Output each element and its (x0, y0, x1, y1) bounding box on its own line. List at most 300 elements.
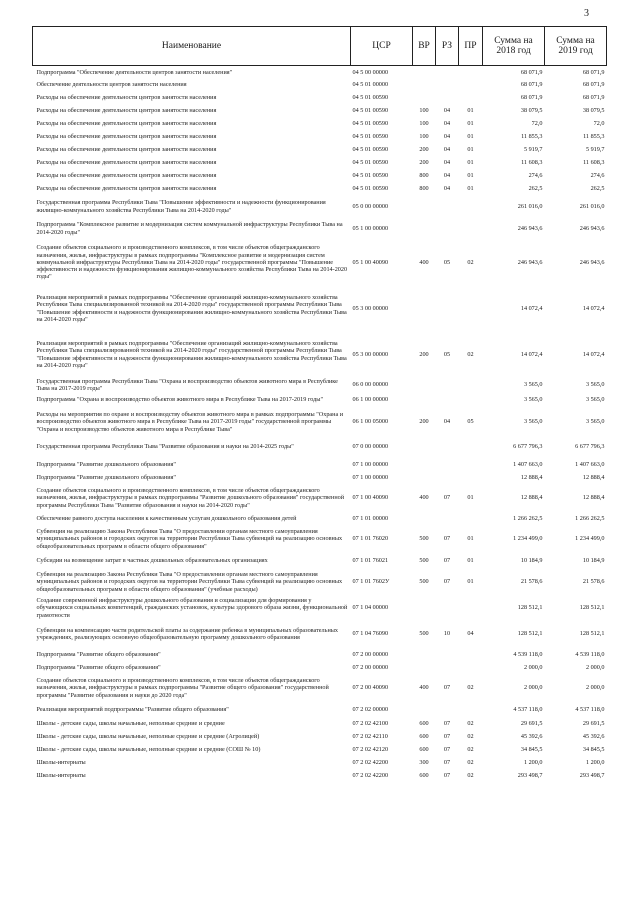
header-rz: РЗ (436, 27, 459, 66)
row-vr: 100 (419, 133, 429, 141)
row-csr: 04 5 01 00000 (352, 81, 389, 89)
row-pr: 02 (467, 758, 474, 766)
header-vr: ВР (413, 27, 436, 66)
row-csr: 07 1 04 76090 (352, 630, 389, 638)
row-csr: 07 2 02 42110 (352, 732, 388, 740)
row-rz (436, 458, 459, 471)
row-vr (413, 596, 436, 620)
row-rz: 05 (443, 350, 451, 358)
row-name: Субвенции на компенсацию части родительской платы за содержание ребенка в муниципальных образовательных учреждениях, реализующих основную общеобразовательную программу дошкольного образования (36, 626, 339, 642)
row-sum-2019: 5 919,7 (585, 146, 605, 154)
row-rz: 04 (443, 133, 451, 141)
row-csr: 07 1 00 40090 (352, 494, 389, 502)
row-rz: 07 (443, 771, 451, 779)
row-csr: 07 2 02 00000 (352, 705, 389, 713)
row-rz (436, 661, 459, 674)
row-sum-2019: 261 016,0 (579, 202, 605, 210)
row-sum-2019: 10 184,9 (582, 556, 605, 564)
row-csr: 07 2 02 42100 (352, 719, 389, 727)
row-vr (413, 66, 436, 79)
row-pr: 01 (467, 494, 474, 502)
row-sum-2018: 246 943,6 (517, 224, 543, 232)
row-sum-2018: 3 565,0 (523, 381, 543, 389)
row-name: Школы-интернаты (36, 771, 86, 779)
table-row (33, 661, 607, 674)
row-csr: 04 5 01 00590 (352, 133, 389, 141)
row-name: Подпрограмма "Развитие общего образования" (36, 663, 161, 671)
row-sum-2018: 68 071,9 (520, 81, 543, 89)
row-rz: 04 (443, 146, 451, 154)
row-pr: 02 (467, 258, 474, 266)
row-csr: 04 5 01 00590 (352, 146, 389, 154)
row-name: Расходы на обеспечение деятельности центров занятости населения (36, 146, 217, 154)
row-vr (413, 458, 436, 471)
table-row (33, 769, 607, 782)
row-name: Субвенция на реализацию Закона Республики Тыва "О предоставлении органам местного самоуправления муниципальных районов и городских округов на территории Республики Тыва субвенций на реализацию основных общеобразовательных программ в области общего образования" (36, 528, 343, 550)
row-name: Расходы на мероприятия по охране и воспроизводству объектов животного мира в рамках подпрограммы "Охрана и воспроизводство объектов животного мира в Республике Тыва на 2017-2019 годы" государственной программы "Охрана и воспроизводство объектов животного мира в Республике Тыва" (36, 411, 344, 433)
row-csr: 07 2 02 42200 (352, 771, 389, 779)
row-csr: 05 1 00 40090 (352, 258, 389, 266)
row-csr: 07 1 00 00000 (352, 460, 389, 468)
table-row (33, 620, 607, 648)
row-rz (436, 378, 459, 393)
row-sum-2018: 5 919,7 (523, 146, 543, 154)
row-sum-2019: 29 691,5 (582, 719, 605, 727)
table-row (33, 131, 607, 144)
row-pr: 01 (467, 172, 474, 180)
row-vr (413, 378, 436, 393)
row-vr (413, 648, 436, 661)
row-sum-2019: 6 677 796,3 (575, 443, 605, 451)
row-sum-2018: 34 845,5 (520, 745, 543, 753)
row-vr: 300 (419, 758, 429, 766)
row-name: Подпрограмма "Комплексное развитие и модернизация систем коммунальной инфраструктуры Республики Тыва на 2014-2020 годы" (36, 221, 343, 236)
row-csr: 07 1 01 76021 (352, 556, 389, 564)
row-sum-2019: 34 845,5 (582, 745, 605, 753)
row-name: Расходы на обеспечение деятельности центров занятости населения (36, 172, 217, 180)
row-name: Школы - детские сады, школы начальные, неполные средние и средние (СОШ № 10) (36, 745, 261, 753)
row-sum-2018: 68 071,9 (520, 68, 543, 76)
row-sum-2018: 293 498,7 (517, 771, 543, 779)
table-body (33, 66, 607, 783)
row-sum-2019: 14 072,4 (582, 350, 605, 358)
row-name: Подпрограмма "Обеспечение деятельности центров занятости населения" (36, 68, 233, 76)
row-vr (413, 218, 436, 240)
row-pr (459, 512, 483, 525)
row-csr: 04 5 01 00590 (352, 107, 389, 115)
row-rz: 04 (443, 159, 451, 167)
row-pr: 01 (467, 578, 474, 586)
row-rz (436, 648, 459, 661)
row-sum-2018: 45 392,6 (520, 732, 543, 740)
row-rz: 07 (443, 719, 451, 727)
row-sum-2018: 1 234 499,0 (513, 535, 543, 543)
table-row (33, 92, 607, 105)
row-pr (459, 436, 483, 458)
row-sum-2019: 68 071,9 (582, 68, 605, 76)
row-rz (436, 512, 459, 525)
row-vr: 200 (419, 418, 429, 426)
row-name: Создание объектов социального и производственного комплексов, в том числе объектов общегражданского назначения, жилья, инфраструктуры в рамках подпрограммы "Развитие дошкольного образования" государственной программы Республики Тыва "Развитие образования и науки на 2014-2020 годы" (36, 487, 345, 509)
row-pr: 01 (467, 120, 474, 128)
table-row (33, 79, 607, 92)
row-pr (459, 596, 483, 620)
row-csr: 06 0 00 00000 (352, 381, 389, 389)
row-sum-2019: 72,0 (593, 120, 605, 128)
row-vr: 600 (419, 745, 429, 753)
row-pr (459, 702, 483, 717)
row-csr: 05 0 00 00000 (352, 202, 389, 210)
row-name: Создание современной инфраструктуры дошкольного образования и социализации для формирования у обучающихся социальных компетенций, гражданских установок, культуры здорового образа жизни, функциональной грамотности (36, 597, 348, 619)
row-rz (436, 92, 459, 105)
row-sum-2018: 2 000,0 (523, 684, 543, 692)
row-rz (436, 79, 459, 92)
row-csr: 05 3 00 00000 (352, 350, 389, 358)
table-header-row (33, 27, 607, 66)
row-pr: 02 (467, 732, 474, 740)
row-sum-2019: 246 943,6 (579, 258, 605, 266)
row-sum-2018: 1 200,0 (523, 758, 543, 766)
row-rz (436, 66, 459, 79)
table-row (33, 484, 607, 512)
row-sum-2019: 68 071,9 (582, 81, 605, 89)
row-vr: 600 (419, 771, 429, 779)
row-csr: 06 1 00 00000 (352, 396, 389, 404)
table-row (33, 66, 607, 79)
row-vr: 200 (419, 159, 429, 167)
row-vr (413, 512, 436, 525)
row-name: Государственная программа Республики Тыва "Развитие образования и науки на 2014-2025 годы" (36, 443, 294, 451)
row-csr: 04 5 01 00590 (352, 172, 389, 180)
row-sum-2018: 6 677 796,3 (513, 443, 543, 451)
row-name: Государственная программа Республики Тыва "Повышение эффективности и надежности функционирования жилищно-коммунального хозяйства Республики Тыва на 2014-2020 годы" (36, 199, 326, 214)
row-vr: 500 (419, 556, 429, 564)
table-row (33, 436, 607, 458)
row-rz (436, 218, 459, 240)
row-name: Расходы на обеспечение деятельности центров занятости населения (36, 159, 217, 167)
row-pr: 01 (467, 159, 474, 167)
table-row (33, 378, 607, 393)
header-pr: ПР (459, 27, 483, 66)
row-sum-2018: 29 691,5 (520, 719, 543, 727)
row-sum-2019: 293 498,7 (579, 771, 605, 779)
row-sum-2019: 4 539 118,0 (575, 650, 605, 658)
row-vr (413, 92, 436, 105)
row-name: Школы-интернаты (36, 758, 86, 766)
row-rz: 07 (443, 578, 451, 586)
row-name: Создание объектов социального и производственного комплексов, в том числе объектов общегражданского назначения, жилья, инфраструктуры в рамках подпрограммы "Развитие общего образования" государственной программы "Развитие образования и науки до 2020 года" (36, 677, 329, 699)
table-row (33, 525, 607, 553)
table-row (33, 596, 607, 620)
row-pr: 02 (467, 719, 474, 727)
row-name: Подпрограмма "Развитие дошкольного образования" (36, 460, 176, 468)
row-sum-2018: 2 000,0 (523, 663, 543, 671)
row-name: Субсидии на возмещение затрат в частных дошкольных образовательных организациях (36, 556, 268, 564)
row-name: Расходы на обеспечение деятельности центров занятости населения (36, 107, 217, 115)
row-rz: 07 (443, 556, 451, 564)
row-vr (413, 661, 436, 674)
row-vr: 600 (419, 732, 429, 740)
row-pr (459, 392, 483, 408)
row-rz: 07 (443, 535, 451, 543)
row-csr: 07 1 01 76020 (352, 535, 389, 543)
row-csr: 07 1 01 7602У (352, 578, 390, 586)
row-name: Реализация мероприятий в рамках подпрограммы "Обеспечение организаций жилищно-коммунального хозяйства Республики Тыва специализированной техникой на 2014-2020 годы" государственной программы Республики Тыва "Повышение эффективности и надежности функционирования жилищно-коммунального хозяйства Республики Тыва на 2014-2020 годы" (36, 293, 347, 323)
row-name: Школы - детские сады, школы начальные, неполные средние и средние (Агролицей) (36, 732, 260, 740)
budget-table (32, 26, 607, 782)
row-vr: 200 (419, 146, 429, 154)
row-vr: 400 (419, 684, 429, 692)
row-pr (459, 218, 483, 240)
table-row (33, 730, 607, 743)
table-row (33, 408, 607, 436)
table-row (33, 674, 607, 702)
row-vr: 100 (419, 107, 429, 115)
table-row (33, 170, 607, 183)
row-csr: 05 3 00 00000 (352, 304, 389, 312)
row-csr: 07 2 02 42120 (352, 745, 389, 753)
table-row (33, 240, 607, 286)
row-pr (459, 661, 483, 674)
row-vr (413, 196, 436, 218)
row-pr: 01 (467, 146, 474, 154)
row-pr (459, 471, 483, 484)
row-csr: 04 5 01 00590 (352, 94, 389, 102)
row-vr: 400 (419, 494, 429, 502)
row-rz: 04 (443, 172, 451, 180)
row-csr: 04 5 01 00590 (352, 159, 389, 167)
row-sum-2019: 1 407 663,0 (575, 460, 605, 468)
row-name: Подпрограмма "Охрана и воспроизводство объектов животного мира в Республике Тыва на 2017-2019 годы" (36, 396, 323, 404)
row-csr: 07 2 00 00000 (352, 663, 389, 671)
row-name: Расходы на обеспечение деятельности центров занятости населения (36, 133, 217, 141)
row-sum-2019: 2 000,0 (585, 684, 605, 692)
row-sum-2019: 14 072,4 (582, 304, 605, 312)
row-sum-2018: 11 608,3 (521, 159, 543, 167)
row-pr (459, 378, 483, 393)
row-pr (459, 92, 483, 105)
row-csr: 05 1 00 00000 (352, 224, 389, 232)
header-name: Наименование (33, 27, 351, 66)
table-row (33, 553, 607, 568)
row-sum-2019: 45 392,6 (582, 732, 605, 740)
table-row (33, 218, 607, 240)
row-vr (413, 436, 436, 458)
row-vr: 100 (419, 120, 429, 128)
row-sum-2019: 128 512,1 (579, 604, 605, 612)
row-sum-2018: 261 016,0 (517, 202, 543, 210)
row-vr: 500 (419, 535, 429, 543)
row-name: Расходы на обеспечение деятельности центров занятости населения (36, 94, 217, 102)
row-sum-2018: 274,6 (528, 172, 543, 180)
row-sum-2018: 12 888,4 (520, 494, 543, 502)
row-rz: 04 (443, 107, 451, 115)
row-rz: 04 (443, 120, 451, 128)
table-row (33, 756, 607, 769)
header-sum-2019: Сумма на 2019 год (545, 27, 607, 66)
row-sum-2018: 10 184,9 (520, 556, 543, 564)
table-row (33, 118, 607, 131)
table-row (33, 196, 607, 218)
row-rz: 07 (443, 684, 451, 692)
row-vr: 400 (419, 258, 429, 266)
row-name: Обеспечение деятельности центров занятости населения (36, 81, 187, 89)
row-vr: 500 (419, 578, 429, 586)
row-sum-2019: 262,5 (590, 185, 605, 193)
row-rz: 05 (443, 258, 451, 266)
row-vr (413, 392, 436, 408)
row-pr: 04 (467, 630, 474, 638)
row-sum-2018: 12 888,4 (520, 473, 543, 481)
row-csr: 07 1 01 00000 (352, 514, 389, 522)
row-csr: 07 2 02 42200 (352, 758, 389, 766)
page-number: 3 (584, 8, 589, 19)
row-sum-2018: 3 565,0 (523, 418, 543, 426)
row-pr: 01 (467, 107, 474, 115)
row-sum-2018: 4 537 118,0 (513, 705, 543, 713)
row-name: Подпрограмма "Развитие общего образования" (36, 650, 161, 658)
row-rz (436, 196, 459, 218)
row-name: Расходы на обеспечение деятельности центров занятости населения (36, 185, 217, 193)
row-sum-2019: 274,6 (590, 172, 605, 180)
table-row (33, 717, 607, 730)
row-sum-2019: 3 565,0 (585, 418, 605, 426)
row-rz: 10 (443, 630, 451, 638)
row-pr (459, 286, 483, 332)
row-sum-2018: 38 079,5 (520, 107, 543, 115)
table-row (33, 157, 607, 170)
row-sum-2019: 21 578,6 (582, 578, 605, 586)
row-rz: 07 (443, 745, 451, 753)
row-pr (459, 79, 483, 92)
row-name: Обеспечение равного доступа населения к качественным услугам дошкольного образования детей (36, 514, 297, 522)
row-sum-2018: 4 539 118,0 (513, 650, 543, 658)
row-name: Расходы на обеспечение деятельности центров занятости населения (36, 120, 217, 128)
row-sum-2018: 72,0 (531, 120, 543, 128)
row-rz: 07 (443, 732, 451, 740)
row-name: Создание объектов социального и производственного комплексов, в том числе объектов общегражданского назначения, жилья, инфраструктуры в рамках подпрограммы "Комплексное развитие и модернизация систем коммунальной инфраструктуры Республики Тыва на 2014-2020 годы" государственной программы "Повышение эффективности и надежности функционирования жилищно-коммунального хозяйства Республики Тыва на 2014-2020 годы" (36, 244, 348, 281)
row-sum-2018: 3 565,0 (523, 396, 543, 404)
row-sum-2018: 246 943,6 (517, 258, 543, 266)
row-pr: 01 (467, 556, 474, 564)
table-row (33, 568, 607, 596)
row-rz: 07 (443, 758, 451, 766)
table-row (33, 512, 607, 525)
row-sum-2018: 68 071,9 (520, 94, 543, 102)
table-row (33, 286, 607, 332)
row-pr: 01 (467, 185, 474, 193)
row-pr: 02 (467, 771, 474, 779)
row-sum-2019: 3 565,0 (585, 396, 605, 404)
row-csr: 07 2 00 40090 (352, 684, 389, 692)
row-rz: 07 (443, 494, 451, 502)
row-name: Подпрограмма "Развитие дошкольного образования" (36, 473, 176, 481)
row-csr: 06 1 00 05000 (352, 418, 389, 426)
row-vr: 800 (419, 185, 429, 193)
row-sum-2019: 246 943,6 (579, 224, 605, 232)
row-vr (413, 702, 436, 717)
row-sum-2018: 14 072,4 (520, 350, 543, 358)
row-csr: 04 5 00 00000 (352, 68, 389, 76)
row-name: Школы - детские сады, школы начальные, неполные средние и средние (36, 719, 225, 727)
table-row (33, 743, 607, 756)
row-sum-2019: 12 888,4 (582, 494, 605, 502)
table-row (33, 702, 607, 717)
row-csr: 04 5 01 00590 (352, 120, 389, 128)
row-pr (459, 66, 483, 79)
row-sum-2019: 1 234 499,0 (575, 535, 605, 543)
table-row (33, 105, 607, 118)
row-vr (413, 286, 436, 332)
row-pr (459, 458, 483, 471)
header-csr: ЦСР (351, 27, 413, 66)
row-name: Субвенция на реализацию Закона Республики Тыва "О предоставлении органам местного самоуправления муниципальных районов и городских округов на территории Республики Тыва субвенций на реализацию основных общеобразовательных программ в области общего образования" (учебные расходы) (36, 571, 343, 593)
row-name: Государственная программа Республики Тыва "Охрана и воспроизводство объектов животного мира в Республике Тыва на 2017-2019 годы" (36, 377, 338, 392)
row-rz (436, 436, 459, 458)
row-rz (436, 596, 459, 620)
row-rz (436, 702, 459, 717)
table-row (33, 144, 607, 157)
header-sum-2018: Сумма на 2018 год (483, 27, 545, 66)
row-csr: 07 1 00 00000 (352, 473, 389, 481)
row-sum-2018: 128 512,1 (517, 604, 543, 612)
row-sum-2019: 4 537 118,0 (575, 705, 605, 713)
row-pr: 02 (467, 684, 474, 692)
row-rz: 04 (443, 185, 451, 193)
row-csr: 04 5 01 00590 (352, 185, 389, 193)
row-sum-2019: 68 071,9 (582, 94, 605, 102)
row-sum-2019: 1 200,0 (585, 758, 605, 766)
row-csr: 07 2 00 00000 (352, 650, 389, 658)
row-sum-2018: 262,5 (528, 185, 543, 193)
row-rz: 04 (443, 418, 451, 426)
row-sum-2018: 14 072,4 (520, 304, 543, 312)
table-row (33, 471, 607, 484)
row-pr: 02 (467, 745, 474, 753)
row-vr: 600 (419, 719, 429, 727)
row-pr: 02 (467, 350, 474, 358)
table-row (33, 332, 607, 378)
row-pr: 05 (467, 418, 474, 426)
row-sum-2018: 1 407 663,0 (513, 460, 543, 468)
row-sum-2019: 128 512,1 (579, 630, 605, 638)
row-vr: 800 (419, 172, 429, 180)
row-sum-2019: 11 608,3 (583, 159, 605, 167)
table-row (33, 183, 607, 196)
row-sum-2019: 11 855,3 (583, 133, 605, 141)
row-rz (436, 471, 459, 484)
row-rz (436, 392, 459, 408)
row-sum-2018: 11 855,3 (521, 133, 543, 141)
row-vr: 200 (419, 350, 429, 358)
row-sum-2019: 3 565,0 (585, 381, 605, 389)
table-row (33, 392, 607, 408)
row-pr: 01 (467, 535, 474, 543)
row-csr: 07 0 00 00000 (352, 443, 389, 451)
row-vr (413, 79, 436, 92)
row-sum-2019: 38 079,5 (582, 107, 605, 115)
row-pr: 01 (467, 133, 474, 141)
row-vr (413, 471, 436, 484)
row-csr: 07 1 04 00000 (352, 604, 389, 612)
row-sum-2019: 12 888,4 (582, 473, 605, 481)
table-row (33, 648, 607, 661)
row-sum-2018: 128 512,1 (517, 630, 543, 638)
row-rz (436, 286, 459, 332)
row-name: Реализация мероприятий в рамках подпрограммы "Обеспечение организаций жилищно-коммунального хозяйства Республики Тыва специализированной техникой на 2014-2020 годы" государственной программы Республики Тыва "Повышение эффективности и надежности функционирования жилищно-коммунального хозяйства Республики Тыва на 2014-2020 годы" (36, 339, 347, 369)
row-sum-2018: 21 578,6 (520, 578, 543, 586)
table-row (33, 458, 607, 471)
